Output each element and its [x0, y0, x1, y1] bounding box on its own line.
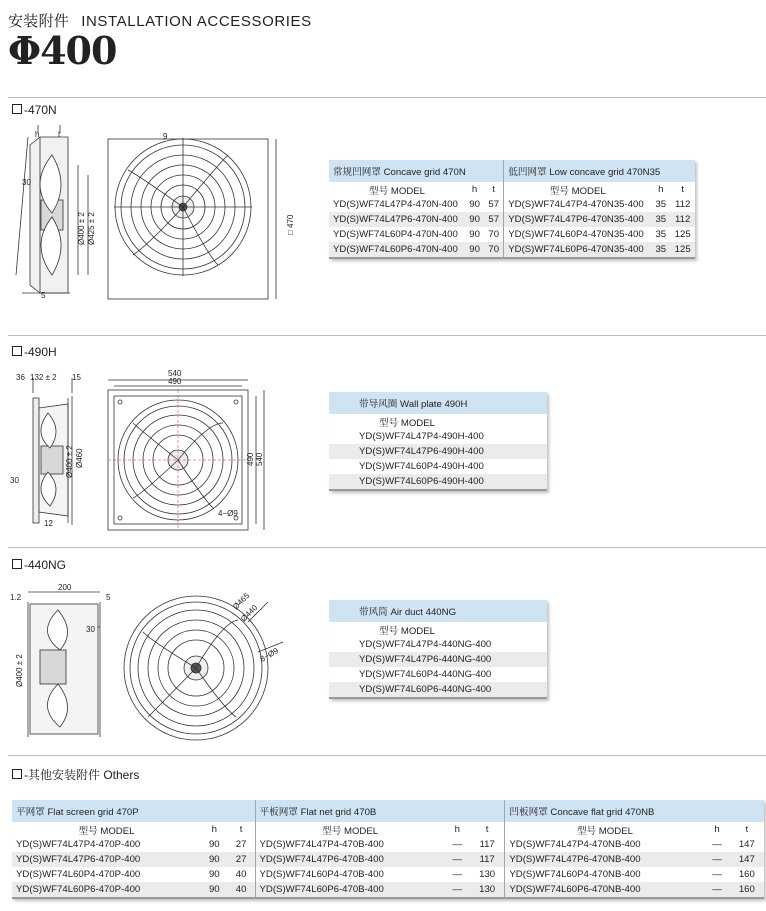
dimension-label: Ø425 ± 2: [87, 212, 96, 245]
table-cell: 57: [484, 212, 504, 227]
checkbox-icon: [12, 104, 22, 114]
dimension-label: □ 470: [286, 214, 295, 235]
table-470n: [329, 160, 695, 259]
table-cell: h: [445, 822, 470, 837]
table-cell: YD(S)WF74L47P6-470P-400: [12, 852, 201, 867]
table-440ng: [329, 600, 547, 699]
table-cell: 90: [465, 212, 484, 227]
table-title: 常规凹网罩 Concave grid 470N: [329, 160, 504, 182]
table-cell: YD(S)WF74L47P6-470N35-400: [504, 212, 651, 227]
table-cell: YD(S)WF74L60P4-490H-400: [329, 459, 547, 474]
table-title: 平网罩 Flat screen grid 470P: [12, 800, 255, 822]
section-label-others: -其他安装附件 Others: [12, 766, 139, 783]
table-cell: 160: [730, 867, 764, 882]
table-cell: 35: [651, 212, 670, 227]
dimension-label: Ø400 ± 2: [15, 654, 24, 687]
table-cell: YD(S)WF74L47P6-470B-400: [255, 852, 445, 867]
table-cell: —: [445, 882, 470, 898]
dimension-label: 200: [58, 583, 72, 592]
table-cell: YD(S)WF74L47P6-470NB-400: [505, 852, 705, 867]
table-title: 带导风圈 Wall plate 490H: [329, 392, 547, 414]
table-row: [12, 837, 764, 852]
size-title: Φ400: [8, 28, 117, 73]
table-row: [329, 652, 547, 667]
table-cell: YD(S)WF74L47P4-470N35-400: [504, 197, 651, 212]
table-cell: 70: [484, 242, 504, 258]
table-cell: 型号 MODEL: [329, 414, 547, 429]
table-cell: 27: [228, 852, 255, 867]
dimension-label: h: [35, 130, 40, 139]
table-cell: YD(S)WF74L47P6-440NG-400: [329, 652, 547, 667]
table-cell: YD(S)WF74L60P4-470N-400: [329, 227, 465, 242]
table-row: [329, 197, 695, 212]
table-others: [12, 800, 764, 899]
table-cell: 130: [470, 882, 505, 898]
table-cell: h: [705, 822, 730, 837]
table-cell: YD(S)WF74L60P4-470B-400: [255, 867, 445, 882]
table-cell: h: [651, 182, 670, 197]
table-cell: YD(S)WF74L47P4-470NB-400: [505, 837, 705, 852]
section-label-470n: -470N: [12, 103, 57, 117]
dimension-label: 30: [10, 476, 19, 485]
dimension-label: 5: [106, 593, 111, 602]
table-cell: 57: [484, 197, 504, 212]
table-cell: h: [465, 182, 484, 197]
table-cell: —: [705, 867, 730, 882]
table-row: [329, 459, 547, 474]
dimension-label: 9: [163, 132, 168, 141]
table-cell: 型号 MODEL: [329, 182, 465, 197]
title-cn: 安装附件: [8, 13, 70, 30]
table-cell: 90: [201, 852, 228, 867]
table-cell: t: [730, 822, 764, 837]
dimension-label: 4−Ø9: [218, 509, 238, 518]
table-title: 低凹网罩 Low concave grid 470N35: [504, 160, 695, 182]
table-cell: 160: [730, 882, 764, 898]
dimension-label: 30: [22, 178, 31, 187]
table-cell: 型号 MODEL: [505, 822, 705, 837]
table-row: [329, 212, 695, 227]
table-row: [329, 444, 547, 459]
checkbox-icon: [12, 769, 22, 779]
table-cell: YD(S)WF74L47P6-470N-400: [329, 212, 465, 227]
table-cell: 27: [228, 837, 255, 852]
table-cell: 90: [201, 882, 228, 898]
table-cell: —: [445, 867, 470, 882]
section-label-490h: -490H: [12, 345, 57, 359]
table-cell: YD(S)WF74L60P4-440NG-400: [329, 667, 547, 682]
dimension-label: Ø465: [231, 591, 252, 612]
table-title: 带风筒 Air duct 440NG: [329, 600, 547, 622]
table-row: [12, 882, 764, 898]
table-cell: 112: [670, 197, 695, 212]
dimension-label: Ø460: [75, 448, 84, 468]
table-cell: YD(S)WF74L60P4-470NB-400: [505, 867, 705, 882]
table-cell: 90: [201, 867, 228, 882]
table-cell: —: [705, 852, 730, 867]
dimension-label: 1.2: [10, 593, 22, 602]
table-cell: 型号 MODEL: [329, 622, 547, 637]
table-cell: YD(S)WF74L60P6-470N-400: [329, 242, 465, 258]
table-cell: 70: [484, 227, 504, 242]
table-cell: 117: [470, 852, 505, 867]
table-cell: 型号 MODEL: [255, 822, 445, 837]
table-cell: —: [445, 837, 470, 852]
table-cell: —: [445, 852, 470, 867]
table-cell: 90: [465, 197, 484, 212]
table-cell: YD(S)WF74L60P4-470N35-400: [504, 227, 651, 242]
table-cell: 35: [651, 242, 670, 258]
table-row: [329, 429, 547, 444]
table-cell: t: [228, 822, 255, 837]
table-cell: 型号 MODEL: [504, 182, 651, 197]
table-row: [12, 867, 764, 882]
dimension-label: 8−Ø9: [258, 646, 281, 664]
divider: [8, 97, 766, 98]
divider: [8, 755, 766, 756]
table-cell: YD(S)WF74L47P4-490H-400: [329, 429, 547, 444]
divider: [8, 335, 766, 336]
dimension-label: 540: [255, 452, 264, 466]
table-cell: t: [484, 182, 504, 197]
table-cell: YD(S)WF74L60P4-470P-400: [12, 867, 201, 882]
table-title: 凹板网罩 Concave flat grid 470NB: [505, 800, 764, 822]
table-cell: YD(S)WF74L60P6-470P-400: [12, 882, 201, 898]
table-cell: 112: [670, 212, 695, 227]
checkbox-icon: [12, 559, 22, 569]
drawing-440ng: [8, 582, 298, 747]
table-cell: 90: [201, 837, 228, 852]
table-cell: YD(S)WF74L60P6-470B-400: [255, 882, 445, 898]
dimension-label: 540: [168, 369, 182, 378]
dimension-label: Ø400 ± 2: [77, 212, 86, 245]
table-row: [329, 637, 547, 652]
table-cell: t: [670, 182, 695, 197]
table-cell: YD(S)WF74L60P6-470N35-400: [504, 242, 651, 258]
table-cell: h: [201, 822, 228, 837]
drawing-490h: [8, 368, 278, 538]
table-cell: —: [705, 882, 730, 898]
table-row: [12, 852, 764, 867]
table-cell: 125: [670, 242, 695, 258]
table-cell: YD(S)WF74L60P6-440NG-400: [329, 682, 547, 698]
table-490h: [329, 392, 547, 491]
table-cell: 35: [651, 197, 670, 212]
table-cell: 40: [228, 882, 255, 898]
table-cell: 40: [228, 867, 255, 882]
dimension-label: 30: [86, 625, 95, 634]
table-cell: YD(S)WF74L47P4-470N-400: [329, 197, 465, 212]
table-row: [329, 474, 547, 490]
section-label-440ng: -440NG: [12, 558, 66, 572]
table-row: [329, 667, 547, 682]
table-cell: YD(S)WF74L60P6-490H-400: [329, 474, 547, 490]
dimension-label: 132 ± 2: [30, 373, 57, 382]
table-cell: 147: [730, 837, 764, 852]
dimension-label: 5: [41, 291, 46, 300]
table-row: [329, 682, 547, 698]
dimension-label: Ø400 ± 2: [65, 445, 74, 478]
table-cell: 型号 MODEL: [12, 822, 201, 837]
table-cell: YD(S)WF74L47P4-470P-400: [12, 837, 201, 852]
dimension-label: 36: [16, 373, 25, 382]
dimension-label: 15: [72, 373, 81, 382]
table-row: [329, 227, 695, 242]
table-cell: 130: [470, 867, 505, 882]
dimension-label: t: [58, 130, 61, 139]
table-row: [329, 242, 695, 258]
title-en: INSTALLATION ACCESSORIES: [81, 13, 312, 30]
table-cell: 147: [730, 852, 764, 867]
table-cell: 90: [465, 227, 484, 242]
dimension-label: Ø440: [239, 603, 260, 624]
table-cell: YD(S)WF74L60P6-470NB-400: [505, 882, 705, 898]
table-cell: YD(S)WF74L47P6-490H-400: [329, 444, 547, 459]
table-cell: 90: [465, 242, 484, 258]
table-cell: 125: [670, 227, 695, 242]
dimension-label: 12: [44, 519, 53, 528]
dimension-label: 490: [246, 452, 255, 466]
drawing-470n: [8, 125, 308, 310]
table-cell: YD(S)WF74L47P4-470B-400: [255, 837, 445, 852]
table-cell: YD(S)WF74L47P4-440NG-400: [329, 637, 547, 652]
dimension-label: 490: [168, 377, 182, 386]
divider: [8, 547, 766, 548]
table-cell: —: [705, 837, 730, 852]
table-cell: 117: [470, 837, 505, 852]
table-cell: 35: [651, 227, 670, 242]
table-title: 平板网罩 Flat net grid 470B: [255, 800, 505, 822]
table-cell: t: [470, 822, 505, 837]
checkbox-icon: [12, 346, 22, 356]
